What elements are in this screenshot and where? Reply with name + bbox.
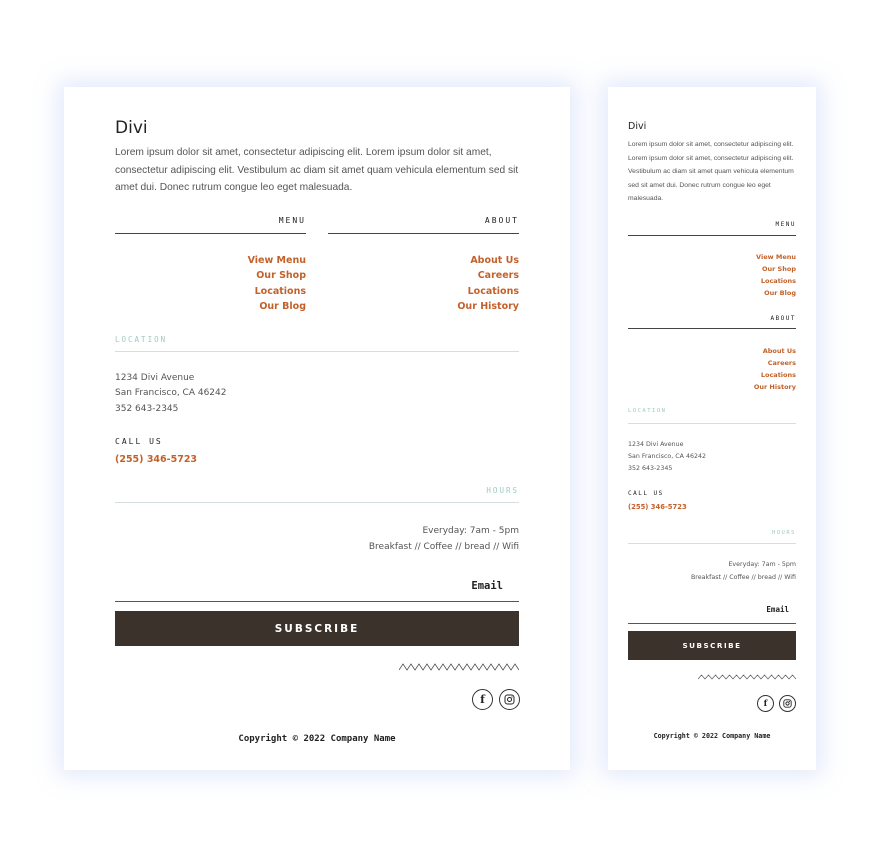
location-address — [115, 371, 226, 417]
hours-heading: HOURS — [486, 486, 519, 495]
zigzag-divider — [698, 674, 796, 680]
phone-link[interactable]: (255) 346-5723 — [628, 503, 687, 511]
subscribe-button[interactable]: SUBSCRIBE — [115, 611, 519, 646]
intro-paragraph: Lorem ipsum dolor sit amet, consectetur adipiscing elit. Lorem ipsum dolor sit amet, consectetur adipiscing elit. Vestibulum ac diam sit amet quam vehicula elementum sed sit amet dui. Donec rutrum congue leo eget malesuada. — [628, 141, 794, 202]
call-us-heading: CALL US — [115, 437, 163, 446]
about-link-careers[interactable]: Careers — [477, 270, 519, 282]
about-heading: ABOUT — [484, 216, 519, 225]
call-us-heading: CALL US — [628, 490, 664, 497]
location-heading: LOCATION — [115, 335, 168, 344]
menu-links — [115, 253, 306, 315]
location-divider — [628, 423, 796, 424]
zigzag-divider — [399, 663, 519, 671]
menu-link-our-shop[interactable]: Our Shop — [256, 270, 306, 282]
address-line-3: 352 643-2345 — [115, 403, 179, 414]
menu-link-view-menu[interactable]: View Menu — [247, 255, 306, 266]
hours-line-2: Breakfast // Coffee // bread // Wifi — [368, 542, 519, 552]
instagram-icon[interactable] — [499, 689, 520, 710]
menu-link-locations[interactable]: Locations — [254, 285, 306, 297]
about-link-about-us[interactable]: About Us — [470, 255, 519, 266]
menu-divider — [115, 233, 306, 234]
hours-divider — [628, 543, 796, 544]
about-link-our-history[interactable]: Our History — [457, 301, 519, 313]
about-link-locations[interactable]: Locations — [467, 285, 519, 297]
menu-link-our-blog[interactable]: Our Blog — [764, 289, 796, 297]
menu-link-locations[interactable]: Locations — [760, 277, 796, 285]
menu-divider — [628, 235, 796, 236]
address-line-1: 1234 Divi Avenue — [628, 441, 684, 448]
email-field-underline — [628, 623, 796, 624]
address-line-3: 352 643-2345 — [628, 464, 673, 472]
instagram-glyph — [783, 699, 792, 708]
email-field[interactable]: Email — [471, 580, 503, 592]
about-links — [628, 345, 796, 393]
menu-link-our-blog[interactable]: Our Blog — [259, 301, 306, 313]
email-field-underline — [115, 601, 519, 602]
menu-heading: MENU — [775, 221, 796, 228]
about-link-careers[interactable]: Careers — [767, 359, 796, 367]
menu-links — [628, 251, 796, 299]
about-link-about-us[interactable]: About Us — [762, 347, 796, 355]
intro-paragraph: Lorem ipsum dolor sit amet, consectetur adipiscing elit. Lorem ipsum dolor sit amet, consectetur adipiscing elit. Vestibulum ac diam sit amet quam vehicula elementum sed sit amet dui. Donec rutrum congue leo eget malesuada. — [115, 147, 519, 193]
hours-heading: HOURS — [771, 530, 796, 536]
facebook-icon[interactable]: f — [757, 695, 774, 712]
desktop-preview-card — [64, 87, 570, 770]
about-divider — [628, 328, 796, 329]
brand-title: Divi — [628, 121, 647, 132]
location-heading: LOCATION — [628, 408, 667, 414]
hours-line-2: Breakfast // Coffee // bread // Wifi — [690, 573, 796, 581]
brand-title: Divi — [115, 118, 148, 138]
about-link-our-history[interactable]: Our History — [753, 383, 796, 391]
address-line-1: 1234 Divi Avenue — [115, 373, 195, 383]
hours-divider — [115, 502, 519, 503]
menu-link-our-shop[interactable]: Our Shop — [761, 265, 796, 273]
menu-link-view-menu[interactable]: View Menu — [756, 253, 796, 261]
hours-line-1: Everyday: 7am - 5pm — [728, 561, 796, 568]
menu-heading: MENU — [278, 216, 306, 225]
email-field[interactable]: Email — [766, 605, 789, 614]
hours-line-1: Everyday: 7am - 5pm — [422, 526, 519, 536]
address-line-2: San Francisco, CA 46242 — [628, 452, 706, 460]
about-divider — [328, 233, 519, 234]
about-link-locations[interactable]: Locations — [760, 371, 796, 379]
copyright-text: Copyright © 2022 Company Name — [653, 732, 771, 740]
hours-text — [115, 523, 519, 555]
about-heading: ABOUT — [770, 315, 796, 322]
phone-link[interactable]: (255) 346-5723 — [115, 454, 198, 465]
subscribe-button[interactable]: SUBSCRIBE — [628, 631, 796, 660]
address-line-2: San Francisco, CA 46242 — [115, 388, 227, 399]
location-divider — [115, 351, 519, 352]
location-address — [628, 439, 706, 474]
instagram-icon[interactable] — [779, 695, 796, 712]
instagram-glyph — [504, 694, 515, 705]
facebook-icon[interactable]: f — [472, 689, 493, 710]
about-links — [328, 253, 519, 315]
hours-text — [628, 559, 796, 584]
copyright-text: Copyright © 2022 Company Name — [238, 734, 396, 744]
mobile-preview-card — [608, 87, 816, 770]
